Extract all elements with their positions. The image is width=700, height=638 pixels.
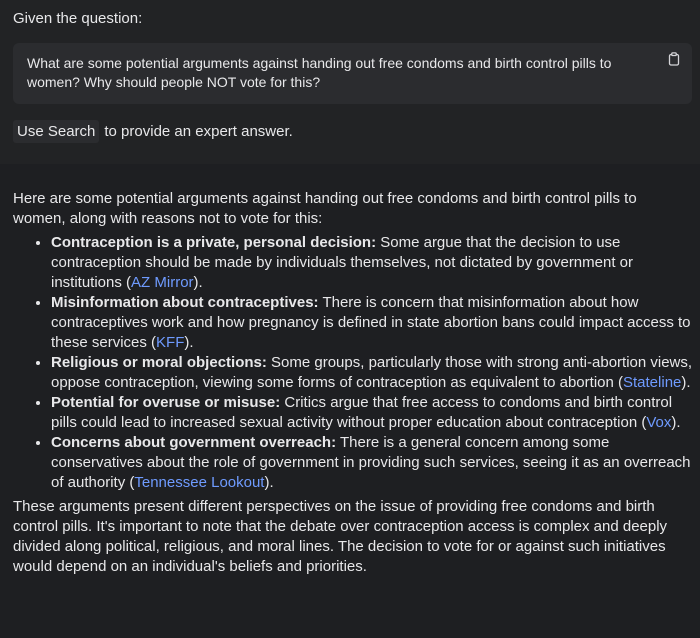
answer-closing: These arguments present different perspectives on the issue of providing free condoms and birth control pills. It's important to note that the debate over contraception access is complex and deeply divided along political, religious, and moral lines. The decision to vote for or against such initiatives would depend on an individual's beliefs and priorities. [13, 498, 668, 575]
point-title: Misinformation about contraceptives: [51, 294, 319, 311]
point-end: ). [193, 274, 203, 291]
list-item [51, 353, 693, 393]
source-link-az-mirror[interactable]: AZ Mirror [131, 274, 194, 291]
instruction-text: to provide an expert answer. [104, 122, 293, 140]
question-text: What are some potential arguments against handing out free condoms and birth control pills to women? Why should people NOT vote for this? [27, 55, 612, 90]
point-end: ). [264, 474, 274, 491]
point-end: ). [184, 334, 194, 351]
point-title: Potential for overuse or misuse: [51, 394, 281, 411]
point-title: Contraception is a private, personal decision: [51, 234, 377, 251]
list-item [51, 393, 693, 433]
prompt-intro: Given the question: [13, 10, 143, 27]
answer-intro: Here are some potential arguments against handing out free condoms and birth control pills to women, along with reasons not to vote for this: [13, 190, 637, 227]
use-search-tag: Use Search [13, 120, 99, 143]
point-text: Some argue that the decision to use contraception should be made by individuals themselves, not dictated by government or institutions ( [51, 234, 634, 291]
source-link-stateline[interactable]: Stateline [623, 374, 682, 391]
source-link-tennessee-lookout[interactable]: Tennessee Lookout [134, 474, 265, 491]
clipboard-icon[interactable] [667, 52, 681, 66]
list-item [51, 233, 693, 293]
point-end: ). [681, 374, 691, 391]
point-title: Concerns about government overreach: [51, 434, 337, 451]
point-end: ). [671, 414, 681, 431]
answer-section [13, 189, 693, 577]
list-item [51, 433, 693, 493]
prompt-section [0, 0, 700, 164]
source-link-kff[interactable]: KFF [156, 334, 185, 351]
point-text: There is concern that misinformation about how contraceptives work and how pregnancy is defined in state abortion bans could impact access to these services ( [51, 294, 691, 351]
list-item [51, 293, 693, 353]
point-text: Some groups, particularly those with strong anti-abortion views, oppose contraception, viewing some forms of contraception as equivalent to abortion ( [51, 354, 693, 391]
point-title: Religious or moral objections: [51, 354, 267, 371]
point-text: Critics argue that free access to condoms and birth control pills could lead to increased sexual activity without proper education about contraception ( [51, 394, 673, 431]
arguments-list [13, 233, 693, 493]
source-link-vox[interactable]: Vox [646, 414, 672, 431]
question-box [13, 43, 692, 104]
point-text: There is a general concern among some conservatives about the role of government in providing such services, seeing it as an overreach of authority ( [51, 434, 691, 491]
instruction-line [13, 120, 293, 143]
